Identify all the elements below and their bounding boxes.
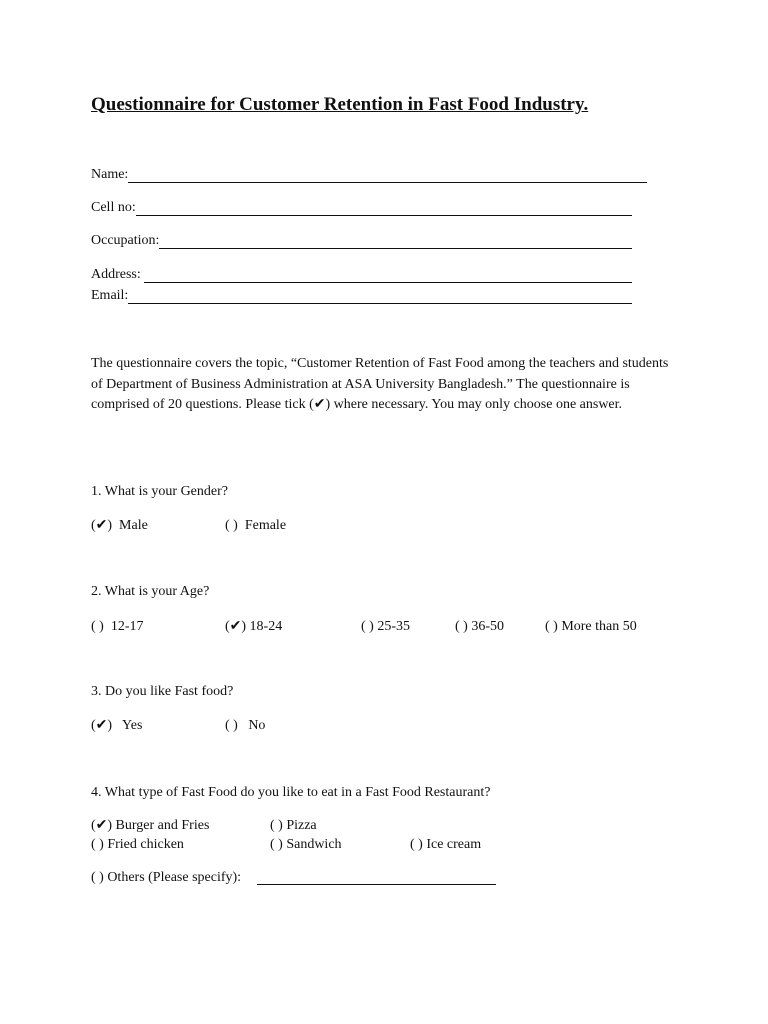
q3-option-yes[interactable]: (✔) Yes [91, 718, 143, 733]
question-1: 1. What is your Gender? [91, 484, 228, 499]
cell-label: Cell no: [91, 200, 136, 215]
cell-blank-line [136, 201, 632, 216]
occupation-field [91, 233, 632, 249]
q3-option-no[interactable]: ( ) No [225, 718, 266, 733]
q2-option-25-35[interactable]: ( ) 25-35 [361, 619, 410, 634]
question-4: 4. What type of Fast Food do you like to eat in a Fast Food Restaurant? [91, 785, 491, 800]
q4-option-fried-chicken[interactable]: ( ) Fried chicken [91, 837, 184, 852]
intro-paragraph: The questionnaire covers the topic, “Customer Retention of Fast Food among the teachers and students of Department of Business Administration at ASA University Bangladesh.” The questionnaire is comprised of 20 questions. Please tick (✔) where necessary. You may only choose one answer. [91, 356, 669, 412]
q4-option-pizza[interactable]: ( ) Pizza [270, 818, 317, 833]
q2-option-18-24[interactable]: (✔) 18-24 [225, 619, 283, 634]
q4-option-burger-fries[interactable]: (✔) Burger and Fries [91, 818, 210, 833]
q4-option-sandwich[interactable]: ( ) Sandwich [270, 837, 342, 852]
address-field [91, 267, 632, 283]
q4-option-ice-cream[interactable]: ( ) Ice cream [410, 837, 482, 852]
cell-field [91, 200, 632, 216]
q1-option-female[interactable]: ( ) Female [225, 518, 287, 533]
document-title: Questionnaire for Customer Retention in Fast Food Industry. [91, 94, 589, 115]
name-blank-line [128, 168, 647, 183]
q4-option-others[interactable]: ( ) Others (Please specify): [91, 870, 245, 885]
q1-option-male[interactable]: (✔) Male [91, 518, 148, 533]
q2-option-36-50[interactable]: ( ) 36-50 [455, 619, 504, 634]
email-blank-line [128, 289, 632, 304]
name-label: Name: [91, 167, 129, 182]
others-specify-line[interactable] [257, 884, 496, 885]
name-field [91, 167, 647, 183]
q2-option-12-17[interactable]: ( ) 12-17 [91, 619, 144, 634]
question-2: 2. What is your Age? [91, 584, 210, 599]
occupation-blank-line [159, 234, 632, 249]
email-field [91, 288, 632, 304]
address-blank-line [144, 268, 632, 283]
address-label: Address: [91, 267, 145, 282]
occupation-label: Occupation: [91, 233, 160, 248]
email-label: Email: [91, 288, 129, 303]
question-3: 3. Do you like Fast food? [91, 684, 234, 699]
q2-option-more-than-50[interactable]: ( ) More than 50 [545, 619, 637, 634]
